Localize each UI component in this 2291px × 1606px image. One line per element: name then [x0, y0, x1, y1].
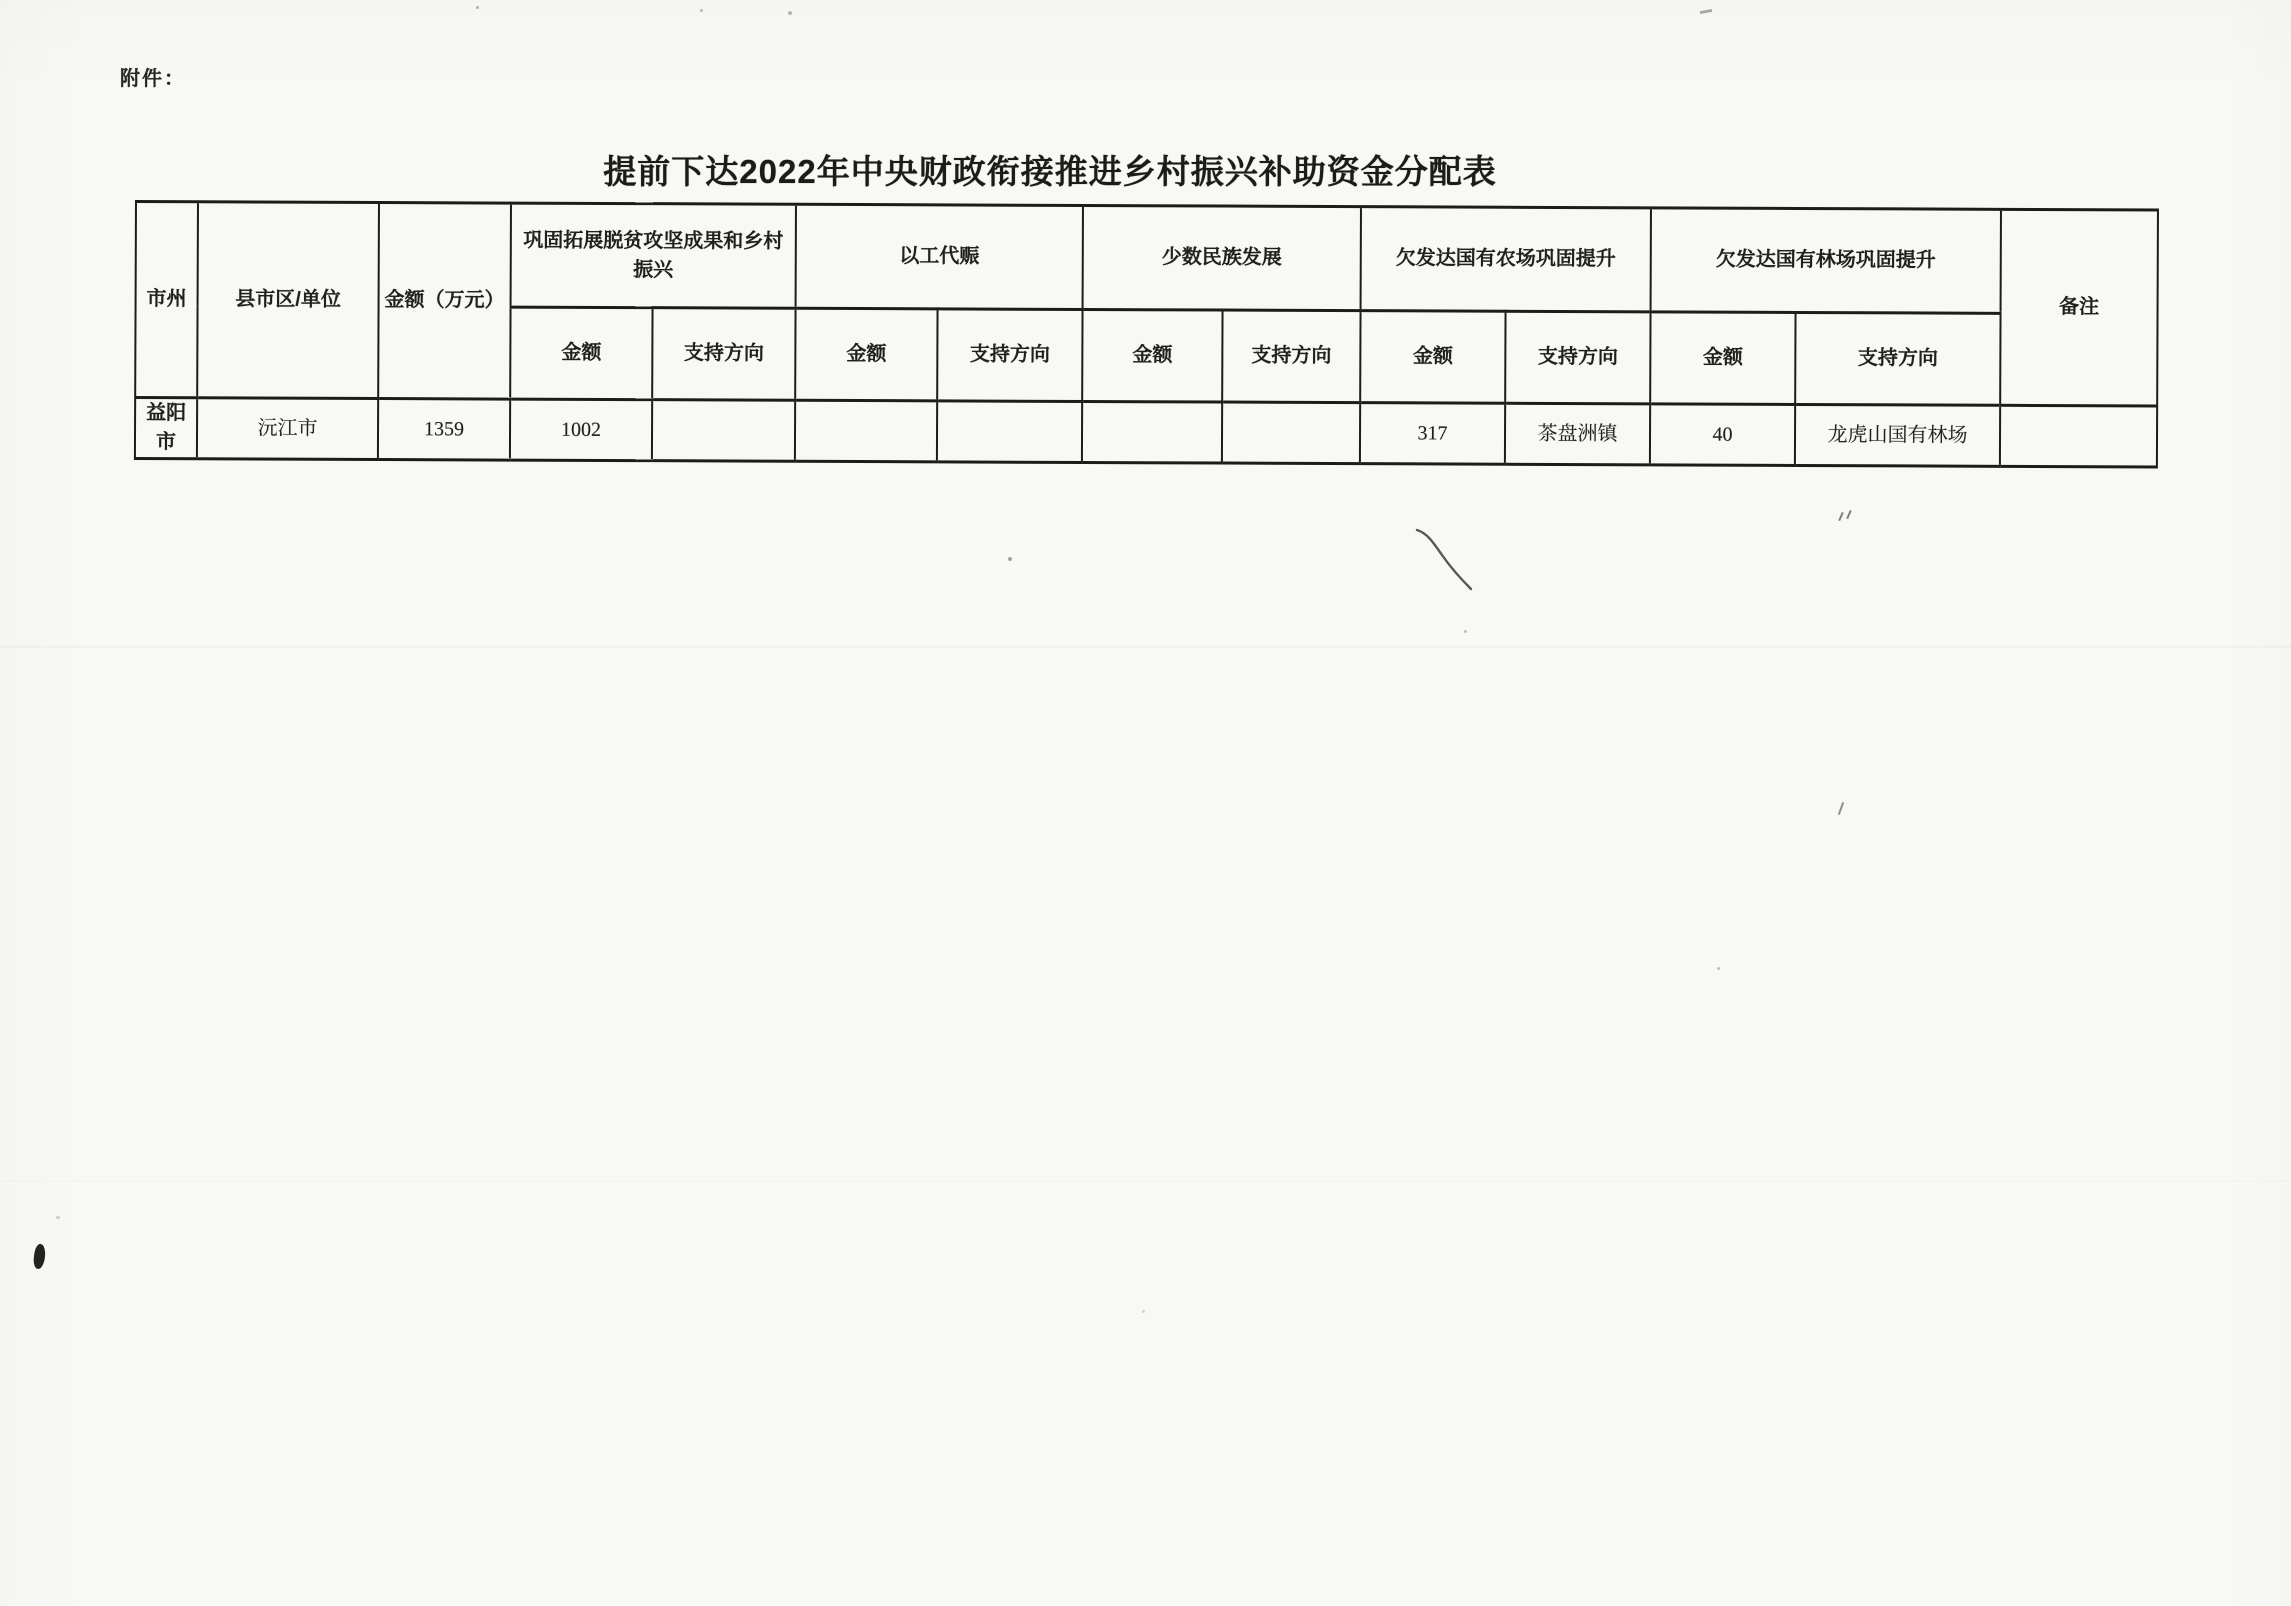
cell-state-farm-amount: 317: [1360, 403, 1505, 465]
cell-ethnic-minority-direction: [1222, 402, 1360, 464]
cell-work-relief-amount: [795, 400, 937, 462]
cell-state-farm-direction: 茶盘洲镇: [1505, 403, 1650, 465]
sub-header-direction-2: 支持方向: [937, 309, 1082, 402]
sub-header-direction-3: 支持方向: [1222, 310, 1360, 403]
scan-speck: [700, 9, 703, 12]
sub-header-direction-4: 支持方向: [1505, 311, 1650, 404]
col-header-county: 县市区/单位: [197, 202, 379, 399]
group-header-consolidation: 巩固拓展脱贫攻坚成果和乡村振兴: [511, 203, 796, 308]
attachment-label: 附件：: [120, 68, 186, 90]
cell-consolidation-direction: [652, 400, 795, 462]
scratch-mark: [1700, 9, 1712, 14]
sub-header-amount-3: 金额: [1082, 309, 1222, 402]
scan-speck: [1717, 967, 1720, 970]
scan-speck: [476, 6, 479, 9]
scan-speck: [56, 1216, 60, 1219]
cell-city: 益阳市: [135, 398, 197, 459]
cell-consolidation-amount: 1002: [510, 399, 652, 461]
scratch-mark: [1846, 510, 1851, 519]
allocation-table: [134, 200, 2159, 468]
sub-header-amount-1: 金额: [510, 307, 652, 400]
cell-total-amount: 1359: [378, 399, 510, 461]
cell-work-relief-direction: [937, 401, 1082, 463]
scan-speck: [1464, 630, 1467, 633]
sub-header-direction-5: 支持方向: [1795, 312, 2000, 405]
cell-county: 沅江市: [197, 398, 378, 460]
table-row: [135, 398, 2157, 467]
cell-state-forest-direction: 龙虎山国有林场: [1795, 404, 2000, 466]
page-title: 提前下达2022年中央财政衔接推进乡村振兴补助资金分配表: [603, 153, 1497, 190]
sub-header-amount-4: 金额: [1360, 311, 1505, 404]
sub-header-amount-5: 金额: [1650, 312, 1795, 405]
pen-stroke-mark: [1405, 518, 1491, 602]
cell-ethnic-minority-amount: [1082, 401, 1222, 463]
cell-remark: [2000, 405, 2157, 467]
scratch-mark: [1838, 802, 1844, 815]
col-header-total-amount: 金额（万元）: [378, 203, 511, 400]
sub-header-direction-1: 支持方向: [652, 308, 795, 401]
col-header-city: 市州: [135, 202, 198, 398]
scan-speck: [1256, 350, 1259, 353]
group-header-ethnic-minority: 少数民族发展: [1083, 205, 1361, 310]
scratch-mark: [1838, 512, 1843, 521]
ink-blob-mark: [33, 1243, 47, 1269]
scan-band: [0, 645, 2291, 648]
header-row-groups: [136, 202, 2158, 314]
allocation-table-wrap: [134, 200, 2159, 468]
group-header-state-forest: 欠发达国有林场巩固提升: [1651, 208, 2001, 313]
scan-speck: [1142, 1310, 1145, 1313]
group-header-state-farm: 欠发达国有农场巩固提升: [1361, 207, 1651, 312]
scan-band: [0, 1180, 2291, 1182]
group-header-work-relief: 以工代赈: [796, 204, 1083, 309]
col-header-remark: 备注: [2000, 209, 2158, 406]
sub-header-amount-2: 金额: [795, 308, 937, 401]
scan-speck: [788, 11, 792, 15]
cell-state-forest-amount: 40: [1650, 404, 1795, 466]
scan-speck: [1008, 557, 1012, 561]
